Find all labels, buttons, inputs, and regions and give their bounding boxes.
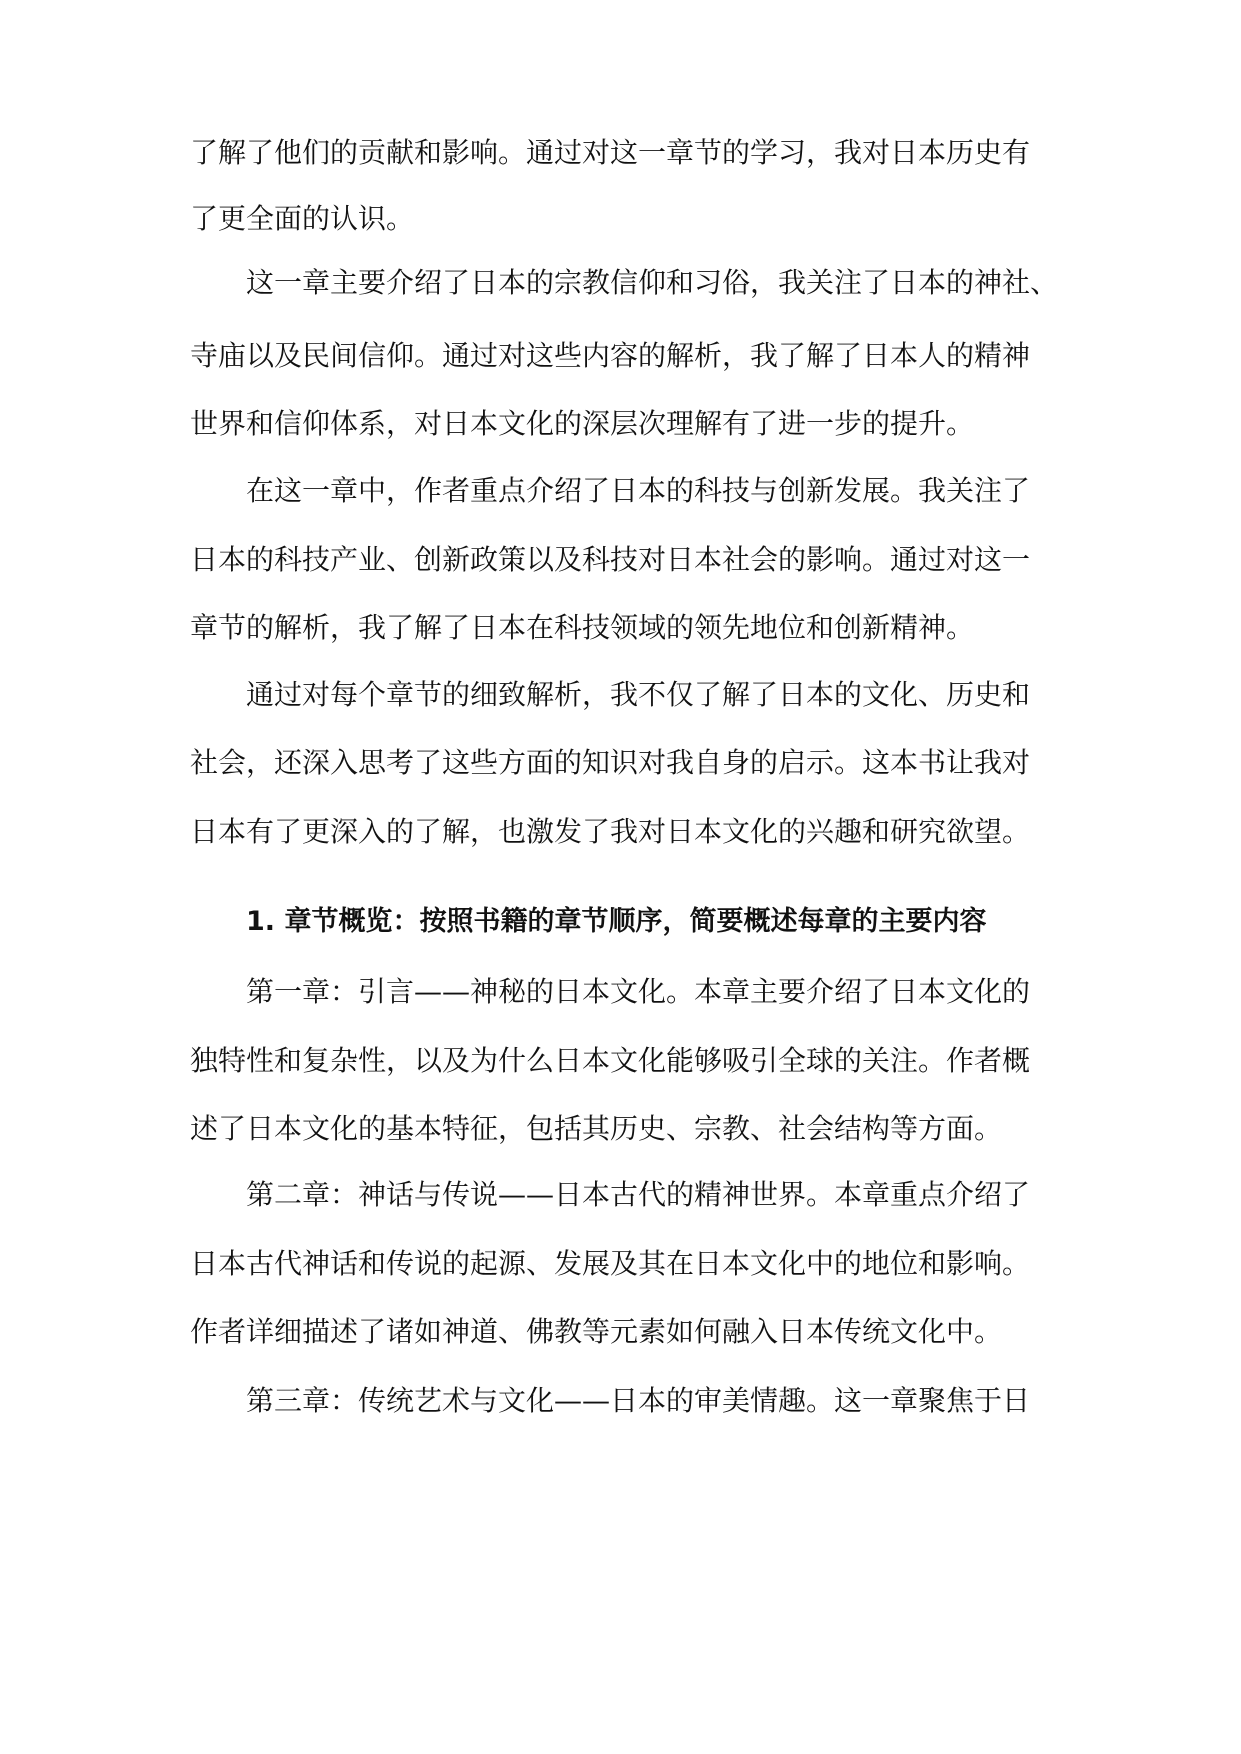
- text-line: 寺庙以及民间信仰。通过对这些内容的解析，我了解了日本人的精神: [190, 339, 1031, 372]
- text-line: 在这一章中，作者重点介绍了日本的科技与创新发展。我关注了: [246, 474, 1031, 507]
- text-line: 第二章：神话与传说——日本古代的精神世界。本章重点介绍了: [246, 1178, 1031, 1211]
- section-heading: 1. 章节概览：按照书籍的章节顺序，简要概述每章的主要内容: [246, 906, 987, 937]
- text-line: 作者详细描述了诸如神道、佛教等元素如何融入日本传统文化中。: [190, 1315, 1003, 1348]
- text-line: 社会，还深入思考了这些方面的知识对我自身的启示。这本书让我对: [190, 746, 1031, 779]
- text-line: 独特性和复杂性，以及为什么日本文化能够吸引全球的关注。作者概: [190, 1044, 1031, 1077]
- text-line: 章节的解析，我了解了日本在科技领域的领先地位和创新精神。: [190, 611, 975, 644]
- text-line: 日本的科技产业、创新政策以及科技对日本社会的影响。通过对这一: [190, 543, 1031, 576]
- text-line: 述了日本文化的基本特征，包括其历史、宗教、社会结构等方面。: [190, 1112, 1003, 1145]
- text-line: 了更全面的认识。: [190, 202, 415, 235]
- text-line: 日本有了更深入的了解，也激发了我对日本文化的兴趣和研究欲望。: [190, 815, 1031, 848]
- text-line: 通过对每个章节的细致解析，我不仅了解了日本的文化、历史和: [246, 678, 1031, 711]
- text-line: 世界和信仰体系，对日本文化的深层次理解有了进一步的提升。: [190, 407, 975, 440]
- text-line: 第一章：引言——神秘的日本文化。本章主要介绍了日本文化的: [246, 975, 1031, 1008]
- text-line: 第三章：传统艺术与文化——日本的审美情趣。这一章聚焦于日: [246, 1384, 1031, 1417]
- text-line: 日本古代神话和传说的起源、发展及其在日本文化中的地位和影响。: [190, 1247, 1031, 1280]
- text-line: 这一章主要介绍了日本的宗教信仰和习俗，我关注了日本的神社、: [246, 266, 1059, 299]
- text-line: 了解了他们的贡献和影响。通过对这一章节的学习，我对日本历史有: [190, 136, 1031, 169]
